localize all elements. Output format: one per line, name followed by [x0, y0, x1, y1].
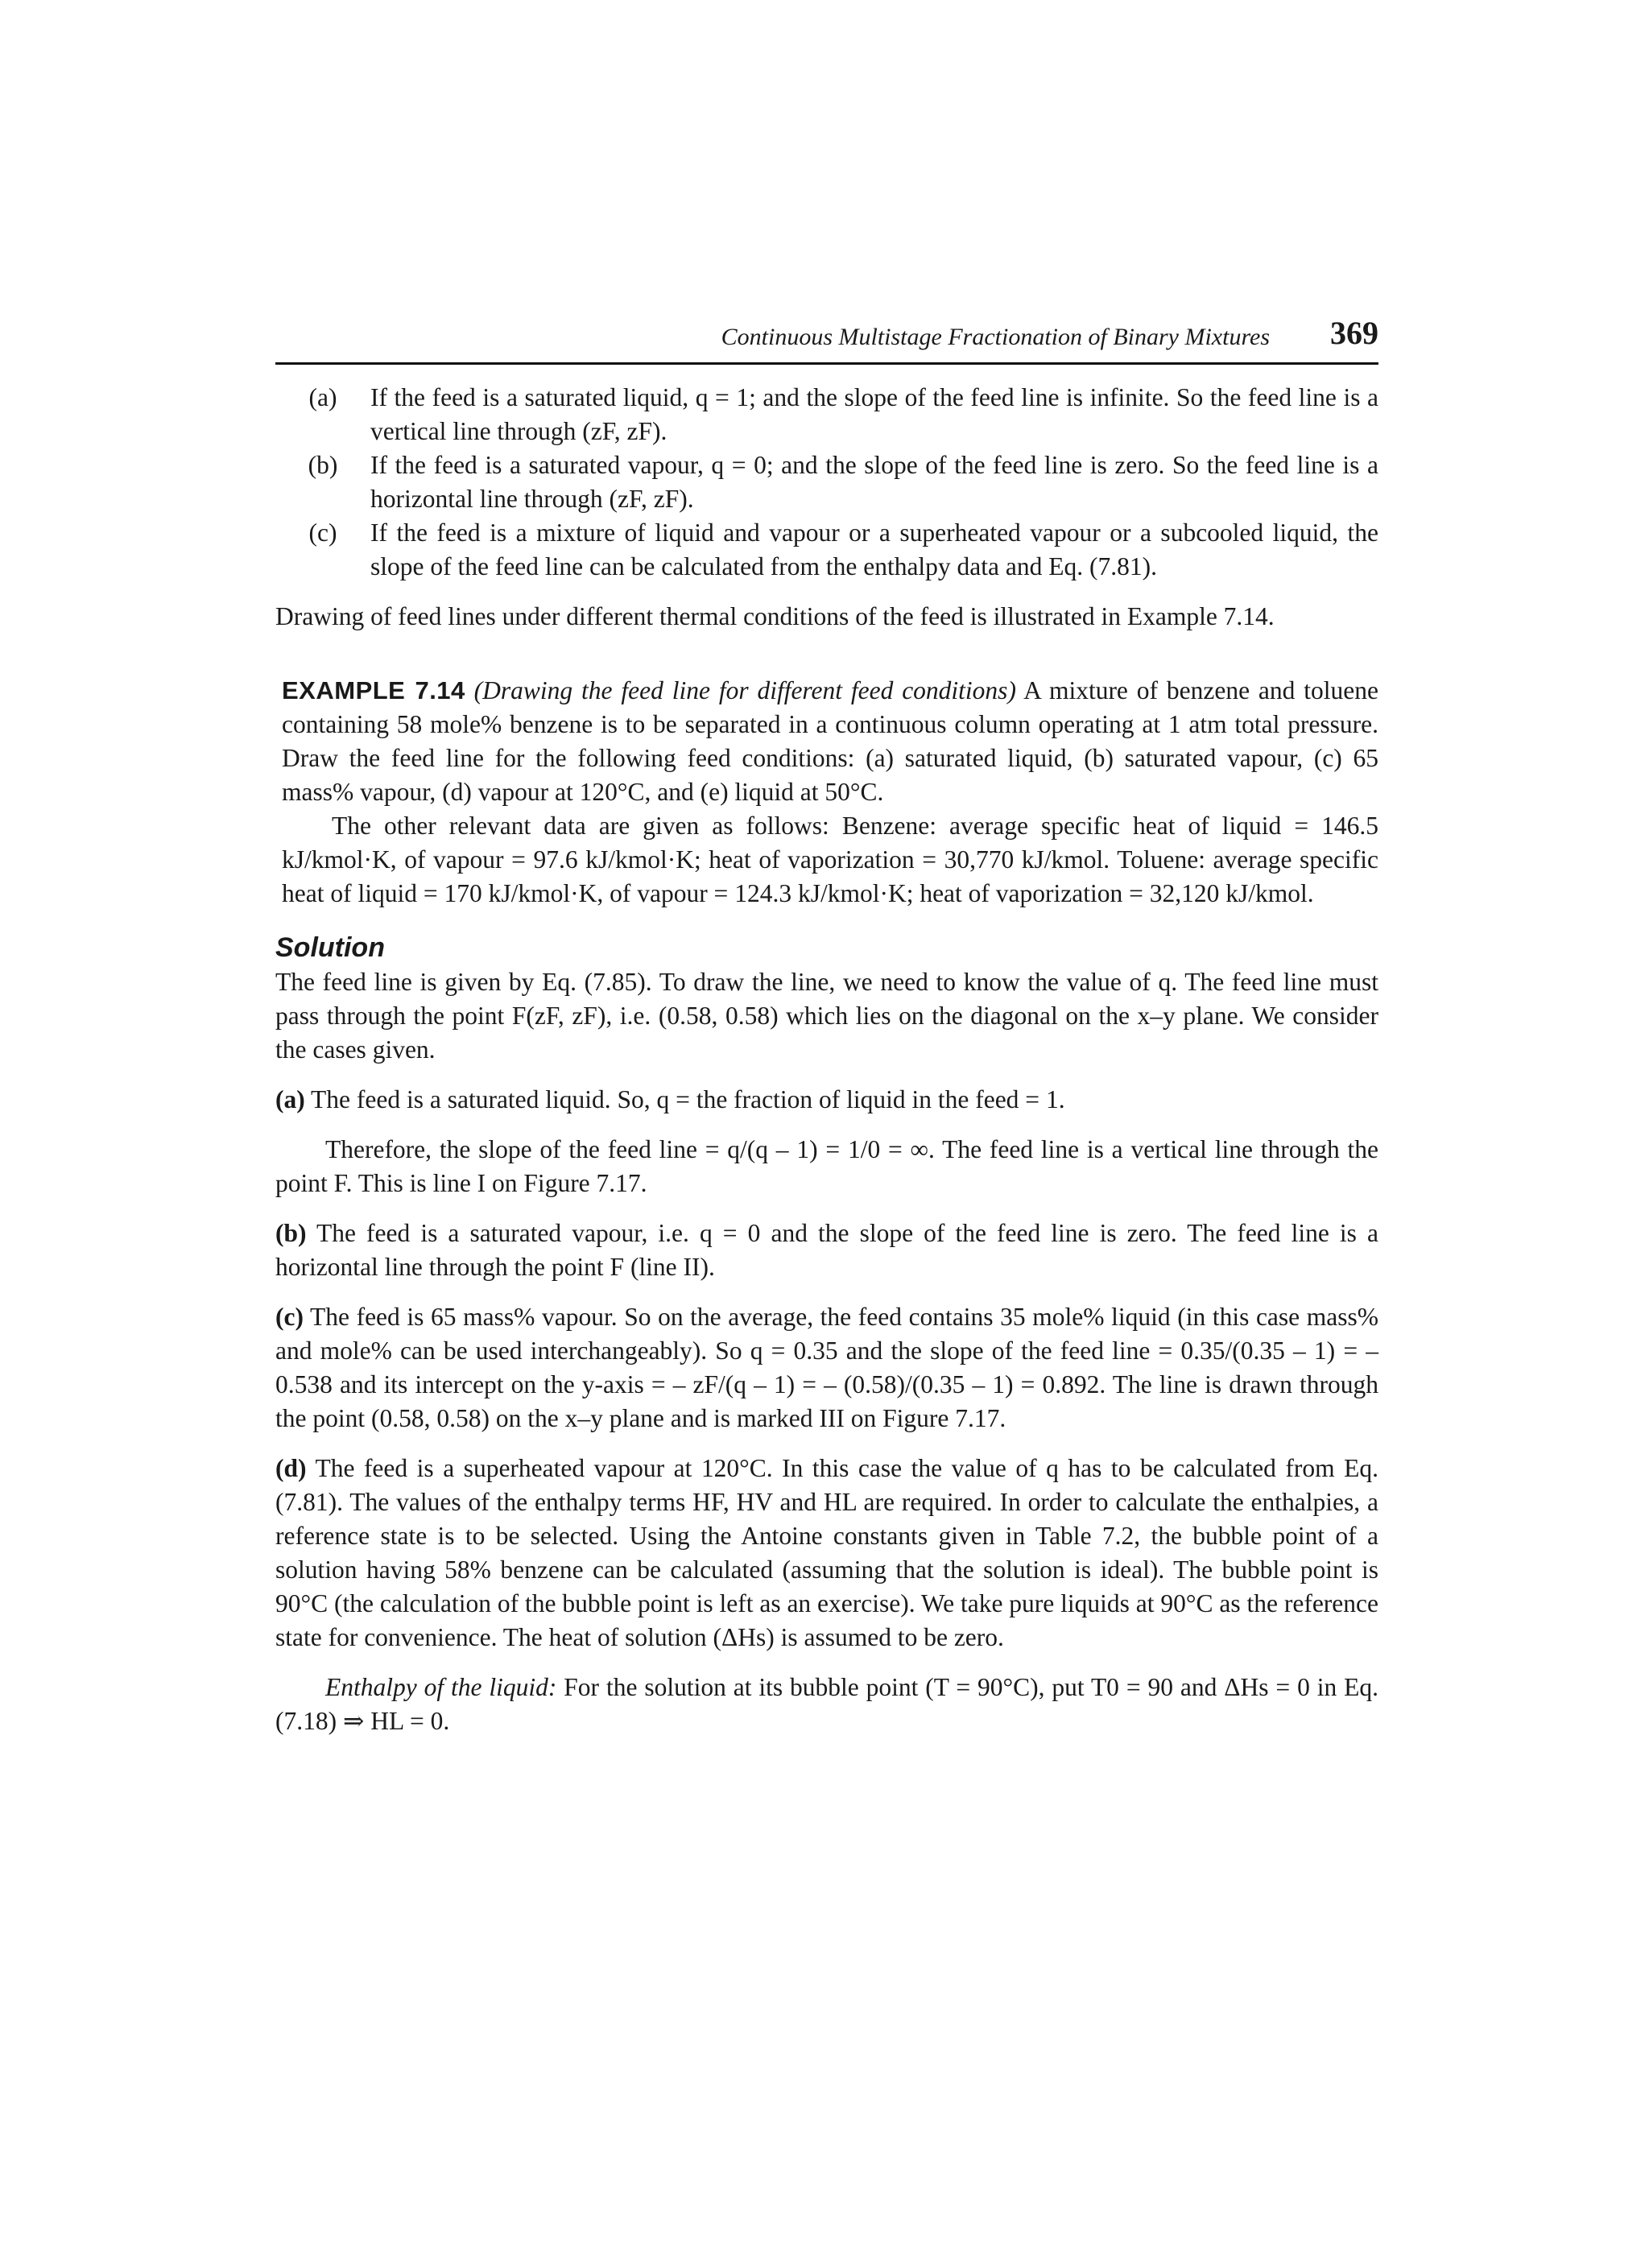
- list-item-text: If the feed is a saturated vapour, q = 0; and the slope of the feed line is zero. So the feed line is a horizontal line through (zF, zF).: [370, 451, 1378, 513]
- enthalpy-text: For the solution at its bubble point (T = 90°C), put T0 = 90 and ΔHs = 0 in Eq. (7.18) ⇒ HL = 0.: [275, 1673, 1378, 1735]
- list-item-text: If the feed is a mixture of liquid and vapour or a superheated vapour or a subcooled liquid, the slope of the feed line can be calculated from the enthalpy data and Eq. (7.81).: [370, 518, 1378, 580]
- case-d: [275, 1452, 1378, 1655]
- page-content: [275, 314, 1378, 1738]
- case-label: (d): [275, 1454, 307, 1482]
- example-statement: A mixture of benzene and toluene containing 58 mole% benzene is to be separated in a continuous column operating at 1 atm total pressure. Draw the feed line for the following feed conditions: (a) saturated liquid, (b) saturated vapour, (c) 65 mass% vapour, (d) vapour at 120°C, and (e) liquid at 50°C.: [282, 676, 1378, 806]
- example-label: EXAMPLE 7.14: [282, 676, 465, 704]
- case-text: The feed is a saturated liquid. So, q = the fraction of liquid in the feed = 1.: [304, 1085, 1065, 1113]
- example-title: (Drawing the feed line for different feed conditions): [473, 676, 1016, 704]
- list-item-label: (c): [308, 518, 337, 547]
- case-a: [275, 1083, 1378, 1117]
- list-item-label: (a): [308, 383, 337, 411]
- case-label: (b): [275, 1219, 307, 1247]
- case-text: The feed is 65 mass% vapour. So on the average, the feed contains 35 mole% liquid (in this case mass% and mole% can be used interchangeably). So q = 0.35 and the slope of the feed line = 0.35/(0.35 – 1) = – 0.538 and its intercept on the y-axis = – zF/(q – 1) = – (0.58)/(0.35 – 1) = 0.892. The line is drawn through the point (0.58, 0.58) on the x–y plane and is marked III on Figure 7.17.: [275, 1303, 1378, 1432]
- page-number: 369: [1330, 315, 1378, 351]
- case-c: [275, 1300, 1378, 1436]
- enthalpy-label: Enthalpy of the liquid:: [325, 1673, 557, 1701]
- case-text: The feed is a superheated vapour at 120°C. In this case the value of q has to be calculated from Eq. (7.81). The values of the enthalpy terms HF, HV and HL are required. In order to calculate the enthalpies, a reference state is to be selected. Using the Antoine constants given in Table 7.2, the bubble point of a solution having 58% benzene can be calculated (assuming that the solution is ideal). The bubble point is 90°C (the calculation of the bubble point is left as an exercise). We take pure liquids at 90°C as the reference state for convenience. The heat of solution (ΔHs) is assumed to be zero.: [275, 1454, 1378, 1651]
- list-item-text: If the feed is a saturated liquid, q = 1; and the slope of the feed line is infinite. So the feed line is a vertical line through (zF, zF).: [370, 383, 1378, 445]
- solution-heading: Solution: [275, 932, 385, 963]
- list-item-label: (b): [308, 451, 338, 479]
- feed-condition-list: [275, 381, 1378, 584]
- solution-intro: The feed line is given by Eq. (7.85). To draw the line, we need to know the value of q. The feed line must pass through the point F(zF, zF), i.e. (0.58, 0.58) which lies on the diagonal on the x–y plane. We consider the cases given.: [275, 968, 1378, 1064]
- list-item: [275, 448, 1378, 516]
- paragraph-feed-lines: Drawing of feed lines under different thermal conditions of the feed is illustrated in Example 7.14.: [275, 602, 1275, 630]
- list-item: [275, 516, 1378, 584]
- enthalpy-liquid: [275, 1671, 1378, 1738]
- case-label: (c): [275, 1303, 304, 1331]
- case-label: (a): [275, 1085, 305, 1113]
- running-title: Continuous Multistage Fractionation of Binary Mixtures: [721, 324, 1270, 350]
- example-data: The other relevant data are given as follows: Benzene: average specific heat of liquid = 146.5 kJ/kmol·K, of vapour = 97.6 kJ/kmol·K; heat of vaporization = 30,770 kJ/kmol. Toluene: average specific heat of liquid = 170 kJ/kmol·K, of vapour = 124.3 kJ/kmol·K; heat of vaporization = 32,120 kJ/kmol.: [282, 812, 1378, 907]
- example-intro: [282, 674, 1378, 809]
- page-header: [275, 314, 1378, 365]
- case-text: The feed is a saturated vapour, i.e. q = 0 and the slope of the feed line is zero. The feed line is a horizontal line through the point F (line II).: [275, 1219, 1378, 1281]
- list-item: [275, 381, 1378, 448]
- case-b: [275, 1217, 1378, 1284]
- example-block: [275, 674, 1378, 911]
- case-a-continued: Therefore, the slope of the feed line = q/(q – 1) = 1/0 = ∞. The feed line is a vertical line through the point F. This is line I on Figure 7.17.: [275, 1135, 1378, 1197]
